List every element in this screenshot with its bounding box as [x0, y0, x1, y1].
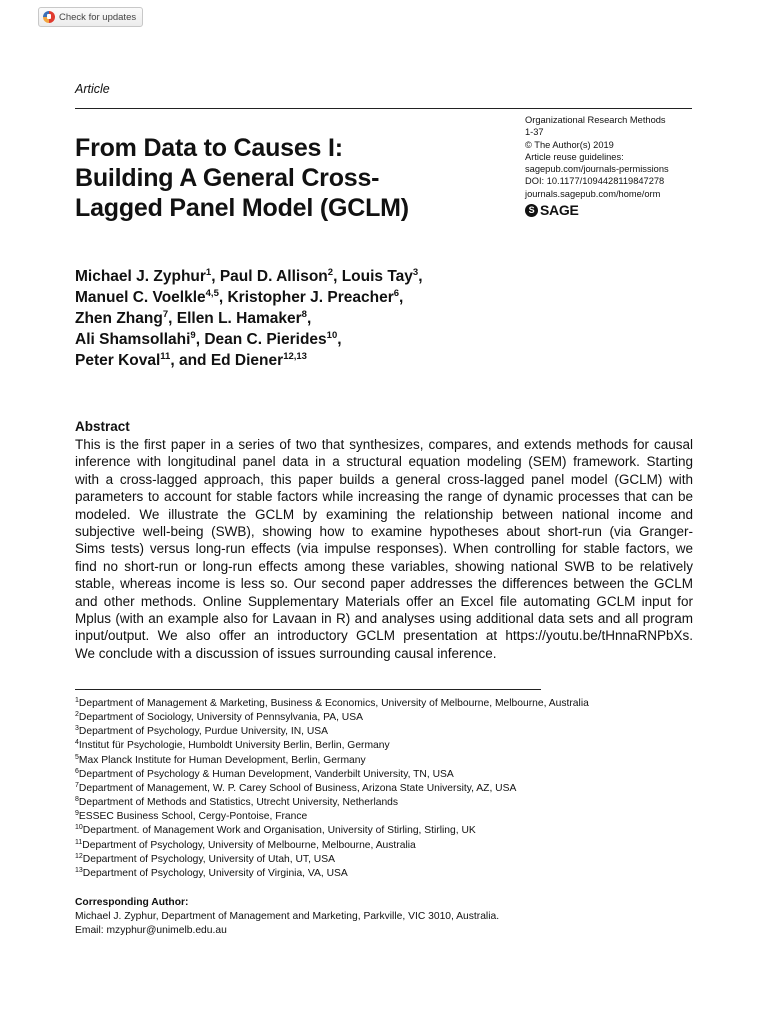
footnote-text: Department of Management & Marketing, Business & Economics, University of Melbourne, Melbourne, Australia	[78, 698, 589, 709]
author-affiliation-sup: 7	[162, 309, 169, 320]
author-name: , Ellen L. Hamaker	[168, 310, 302, 327]
journal-name: Organizational Research Methods	[525, 115, 666, 125]
author-list	[75, 266, 555, 371]
author-line	[75, 308, 555, 329]
author-name: , Louis Tay	[333, 268, 413, 285]
footnote-text: ESSEC Business School, Cergy-Pontoise, France	[78, 811, 308, 823]
footnote-number: 7	[75, 781, 79, 789]
check-for-updates-icon	[43, 11, 55, 23]
check-for-updates-label: Check for updates	[59, 11, 137, 23]
journal-reuse-label: Article reuse guidelines:	[525, 151, 624, 162]
footnote-item	[75, 782, 715, 796]
journal-home-link[interactable]: journals.sagepub.com/home/orm	[525, 188, 661, 199]
footnote-number: 3	[75, 725, 79, 733]
affiliation-footnotes	[75, 697, 715, 881]
author-name: , and Ed Diener	[170, 352, 284, 369]
abstract-line: This is the first paper in a series of two that synthesizes, compares, and extends methods for causal	[75, 437, 693, 452]
footnote-text: Department of Psychology & Human Development, Vanderbilt University, TN, USA	[78, 768, 454, 780]
author-name: Zhen Zhang	[75, 310, 163, 327]
footnote-text: Department of Management, W. P. Carey School of Business, Arizona State University, AZ, USA	[78, 782, 517, 794]
footnote-item	[75, 839, 715, 853]
abstract-heading: Abstract	[75, 419, 130, 434]
journal-reuse-link[interactable]: sagepub.com/journals-permissions	[525, 164, 669, 175]
abstract-line: inference with longitudinal panel data in a structural equation modeling (SEM) framework. Starting	[75, 454, 693, 470]
title-line: Building A General Cross-	[75, 164, 380, 192]
sage-logo-text: SAGE	[540, 202, 579, 218]
abstract-line: parameters to account for stable factors while increasing the range of dynamic processes that can be	[75, 489, 693, 505]
author-affiliation-sup: 3	[412, 267, 419, 278]
abstract-line: Sims tests) versus long-run effects (via impulse responses). When controlling for stable factors, we	[75, 541, 693, 557]
footnote-number: 1	[75, 697, 79, 704]
author-name: , Paul D. Allison	[211, 268, 328, 285]
footnote-number: 5	[75, 753, 79, 761]
abstract-body	[75, 436, 693, 662]
abstract-line: input/output. We also offer an introductory GCLM presentation at https://youtu.be/tHnnaRNPbXs.	[75, 628, 693, 644]
journal-copyright: © The Author(s) 2019	[525, 139, 614, 150]
author-affiliation-sup: 10	[326, 330, 338, 341]
title-line: Lagged Panel Model (GCLM)	[75, 194, 409, 222]
footnote-number: 6	[75, 767, 79, 775]
author-line	[75, 329, 555, 350]
footnote-number: 10	[75, 824, 83, 832]
footnote-text: Department of Methods and Statistics, Utrecht University, Netherlands	[78, 797, 399, 809]
corresponding-author-address: Michael J. Zyphur, Department of Management and Marketing, Parkville, VIC 3010, Australia.	[75, 911, 500, 922]
author-name: Peter Koval	[75, 352, 161, 369]
abstract-line: subjective well-being (SWB), showing how to examine hypotheses about short-run (via Granger-	[75, 524, 693, 540]
author-affiliation-sup: 8	[301, 309, 307, 320]
author-affiliation-sup: 4,5	[205, 288, 219, 299]
author-name: Manuel C. Voelkle	[75, 289, 206, 306]
footnote-item	[75, 739, 715, 753]
header-rule	[75, 108, 692, 109]
journal-doi[interactable]: DOI: 10.1177/1094428119847278	[525, 176, 665, 187]
author-affiliation-sup: 6	[393, 288, 400, 299]
author-affiliation-sup: 12,13	[283, 351, 307, 362]
footnote-item	[75, 754, 715, 768]
author-name: Michael J. Zyphur	[75, 268, 206, 285]
author-name: , Dean C. Pierides	[195, 331, 327, 348]
abstract-line: stable, whereas income is less so. Our second paper addresses the differences between the GCLM	[75, 576, 693, 592]
footnote-item	[75, 824, 715, 838]
sage-logo	[525, 202, 578, 218]
author-separator: ,	[399, 289, 404, 306]
footnote-number: 8	[75, 796, 79, 804]
journal-info	[525, 114, 705, 200]
footnote-item	[75, 810, 715, 824]
footnote-number: 12	[75, 852, 83, 860]
title-line: From Data to Causes I:	[75, 134, 343, 162]
sage-logo-icon: S	[525, 204, 538, 217]
abstract-line: and other methods. Online Supplementary Materials offer an Excel file automating GCLM input for	[75, 593, 693, 609]
abstract-line: find no short-run or long-run effects among these variables, showing national SWB to be relatively	[75, 558, 693, 574]
footnote-number: 11	[75, 838, 83, 846]
author-separator: ,	[337, 331, 342, 348]
author-affiliation-sup: 2	[327, 267, 334, 278]
footnote-number: 13	[75, 866, 83, 874]
footnote-item	[75, 853, 715, 867]
author-line	[75, 287, 555, 308]
corresponding-author-heading: Corresponding Author:	[75, 897, 189, 908]
author-name: , Kristopher J. Preacher	[218, 289, 394, 306]
author-affiliation-sup: 11	[160, 351, 171, 362]
article-type-label: Article	[75, 82, 110, 96]
corresponding-author-details	[75, 910, 499, 938]
check-for-updates-badge[interactable]	[38, 7, 143, 27]
footnote-number: 4	[75, 739, 79, 747]
footnote-text: Max Planck Institute for Human Development, Berlin, Germany	[78, 754, 366, 766]
author-separator: ,	[306, 310, 312, 327]
footnote-text: Department of Psychology, University of Utah, UT, USA	[82, 853, 335, 865]
footnote-text: Department of Sociology, University of Pennsylvania, PA, USA	[78, 712, 363, 724]
author-separator: ,	[418, 268, 423, 285]
footnote-item	[75, 711, 715, 725]
footnote-rule	[75, 689, 541, 690]
footnote-text: Department of Psychology, Purdue University, IN, USA	[78, 726, 329, 738]
abstract-line: Mplus (with an example also for Lavaan in R) and analyses using additional data sets and all program	[75, 611, 693, 627]
abstract-line: We conclude with a discussion of issues surrounding causal inference.	[75, 645, 497, 661]
footnote-text: Department of Psychology, University of Melbourne, Melbourne, Australia	[82, 839, 416, 851]
author-line	[75, 350, 555, 371]
paper-title	[75, 133, 485, 223]
footnote-item	[75, 697, 715, 711]
footnote-item	[75, 768, 715, 782]
author-affiliation-sup: 9	[190, 330, 196, 341]
footnote-text: Institut für Psychologie, Humboldt University Berlin, Berlin, Germany	[78, 740, 390, 752]
corresponding-author-email[interactable]: Email: mzyphur@unimelb.edu.au	[75, 925, 227, 936]
footnote-item	[75, 796, 715, 810]
footnote-number: 9	[75, 810, 79, 818]
footnote-item	[75, 725, 715, 739]
abstract-line: with a cross-lagged approach, this paper builds a general cross-lagged panel model (GCLM) with	[75, 471, 693, 487]
footnote-text: Department. of Management Work and Organisation, University of Stirling, Stirling, UK	[82, 825, 476, 837]
footnote-number: 2	[75, 711, 79, 719]
author-affiliation-sup: 1	[205, 267, 212, 278]
footnote-text: Department of Psychology, University of Virginia, VA, USA	[82, 867, 348, 879]
footnote-item	[75, 867, 715, 881]
abstract-line: modeled. We illustrate the GCLM by examining the relationship between national income and	[75, 506, 693, 522]
author-name: Ali Shamsollahi	[75, 331, 191, 348]
journal-pages: 1-37	[525, 127, 544, 138]
author-line	[75, 266, 555, 287]
